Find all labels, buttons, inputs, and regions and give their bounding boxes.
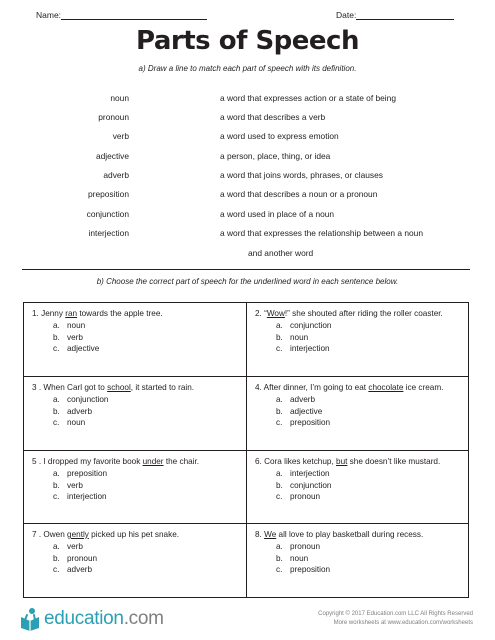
answer-option[interactable]: c. preposition xyxy=(276,565,331,574)
answer-option[interactable]: a. pronoun xyxy=(276,542,321,551)
answer-options xyxy=(276,395,330,430)
match-row xyxy=(0,228,495,246)
question-cell xyxy=(24,451,247,525)
answer-option[interactable]: b. verb xyxy=(53,332,83,342)
answer-option[interactable]: a. adverb xyxy=(276,395,316,404)
question-cell xyxy=(247,303,470,377)
answer-options xyxy=(53,542,97,577)
definition: a word that joins words, phrases, or clauses xyxy=(220,170,383,180)
answer-option[interactable]: a. noun xyxy=(53,321,86,330)
term: preposition xyxy=(88,189,129,199)
instruction-b: b) Choose the correct part of speech for the underlined word in each sentence below. xyxy=(96,277,399,286)
question-cell xyxy=(247,524,470,598)
question-cell xyxy=(24,524,247,598)
term: adjective xyxy=(95,151,129,161)
match-row xyxy=(0,151,495,169)
answer-options xyxy=(276,321,331,356)
answer-option[interactable]: c. pronoun xyxy=(276,492,321,501)
question-text: 1. Jenny ran towards the apple tree. xyxy=(32,309,163,318)
copyright-text: Copyright © 2017 Education.com LLC All Rights Reserved xyxy=(318,611,473,617)
answer-options xyxy=(53,395,108,430)
underlined-word: school xyxy=(107,383,131,392)
definition: a person, place, thing, or idea xyxy=(220,151,331,161)
match-row xyxy=(0,112,495,130)
logo-wordmark: education.com xyxy=(44,608,164,629)
question-text: 8. We all love to play basketball during recess. xyxy=(255,530,424,539)
answer-option[interactable]: b. noun xyxy=(276,332,309,342)
underlined-word: chocolate xyxy=(368,383,404,392)
education-logo[interactable] xyxy=(18,606,164,632)
answer-option[interactable]: b. adjective xyxy=(276,406,323,416)
match-row xyxy=(0,131,495,149)
underlined-word: but xyxy=(336,457,348,466)
definition: a word that describes a noun or a pronoun xyxy=(220,189,378,199)
term: interjection xyxy=(88,228,129,238)
term: pronoun xyxy=(98,112,129,122)
question-grid xyxy=(23,302,469,598)
answer-option[interactable]: a. conjunction xyxy=(53,395,109,404)
answer-option[interactable]: c. adverb xyxy=(53,565,93,574)
term: verb xyxy=(112,131,129,141)
answer-option[interactable]: b. adverb xyxy=(53,406,93,416)
question-text: 6. Cora likes ketchup, but she doesn’t like mustard. xyxy=(255,457,441,466)
name-line xyxy=(61,11,207,20)
question-text: 4. After dinner, I’m going to eat chocolate ice cream. xyxy=(255,383,444,392)
answer-options xyxy=(276,469,331,504)
definition: a word that describes a verb xyxy=(220,112,326,122)
instruction-a: a) Draw a line to match each part of speech with its definition. xyxy=(138,64,357,73)
term: noun xyxy=(110,93,129,103)
question-cell xyxy=(247,377,470,451)
definition-continued: and another word xyxy=(248,248,314,258)
answer-options xyxy=(276,542,330,577)
underlined-word: ran xyxy=(65,309,78,318)
answer-options xyxy=(53,469,107,504)
answer-option[interactable]: c. interjection xyxy=(53,492,107,501)
answer-option[interactable]: a. verb xyxy=(53,542,83,551)
question-text: 2. “Wow!” she shouted after riding the roller coaster. xyxy=(255,309,443,318)
answer-option[interactable]: c. interjection xyxy=(276,344,330,353)
term: adverb xyxy=(103,170,129,180)
answer-option[interactable]: a. interjection xyxy=(276,469,330,478)
match-row xyxy=(0,209,495,227)
match-row xyxy=(0,248,495,266)
question-cell xyxy=(24,303,247,377)
date-label: Date: xyxy=(336,10,357,20)
answer-option[interactable]: a. conjunction xyxy=(276,321,332,330)
answer-option[interactable]: b. noun xyxy=(276,553,309,563)
underlined-word: We xyxy=(264,530,277,539)
section-divider xyxy=(22,269,470,270)
match-row xyxy=(0,189,495,207)
definition: a word used to express emotion xyxy=(220,131,339,141)
answer-option[interactable]: b. verb xyxy=(53,480,83,490)
term: conjunction xyxy=(86,209,129,219)
answer-option[interactable]: c. adjective xyxy=(53,344,100,353)
date-field[interactable] xyxy=(336,10,454,20)
footer-credits xyxy=(318,610,473,628)
match-row xyxy=(0,170,495,188)
underlined-word: Wow xyxy=(266,309,285,318)
answer-options xyxy=(53,321,99,356)
underlined-word: gently xyxy=(67,530,89,539)
definition: a word used in place of a noun xyxy=(220,209,335,219)
page-title: Parts of Speech xyxy=(136,26,359,56)
answer-option[interactable]: c. noun xyxy=(53,418,86,427)
question-text: 3 . When Carl got to school, it started to rain. xyxy=(32,383,195,392)
name-label: Name: xyxy=(36,10,62,20)
more-worksheets-link[interactable]: More worksheets at www.education.com/worksheets xyxy=(333,620,473,626)
worksheet-header xyxy=(36,8,458,24)
date-line xyxy=(356,11,454,20)
question-cell xyxy=(24,377,247,451)
answer-option[interactable]: b. conjunction xyxy=(276,480,332,490)
underlined-word: under xyxy=(142,457,164,466)
question-text: 5 . I dropped my favorite book under the chair. xyxy=(32,457,200,466)
reading-child-icon xyxy=(18,607,42,631)
match-row xyxy=(0,93,495,111)
definition: a word that expresses the relationship between a noun xyxy=(220,228,423,238)
answer-option[interactable]: a. preposition xyxy=(53,469,108,478)
definition: a word that expresses action or a state of being xyxy=(220,93,396,103)
question-text: 7 . Owen gently picked up his pet snake. xyxy=(32,530,180,539)
answer-option[interactable]: b. pronoun xyxy=(53,553,98,563)
name-field[interactable] xyxy=(36,10,207,20)
question-cell xyxy=(247,451,470,525)
answer-option[interactable]: c. preposition xyxy=(276,418,331,427)
